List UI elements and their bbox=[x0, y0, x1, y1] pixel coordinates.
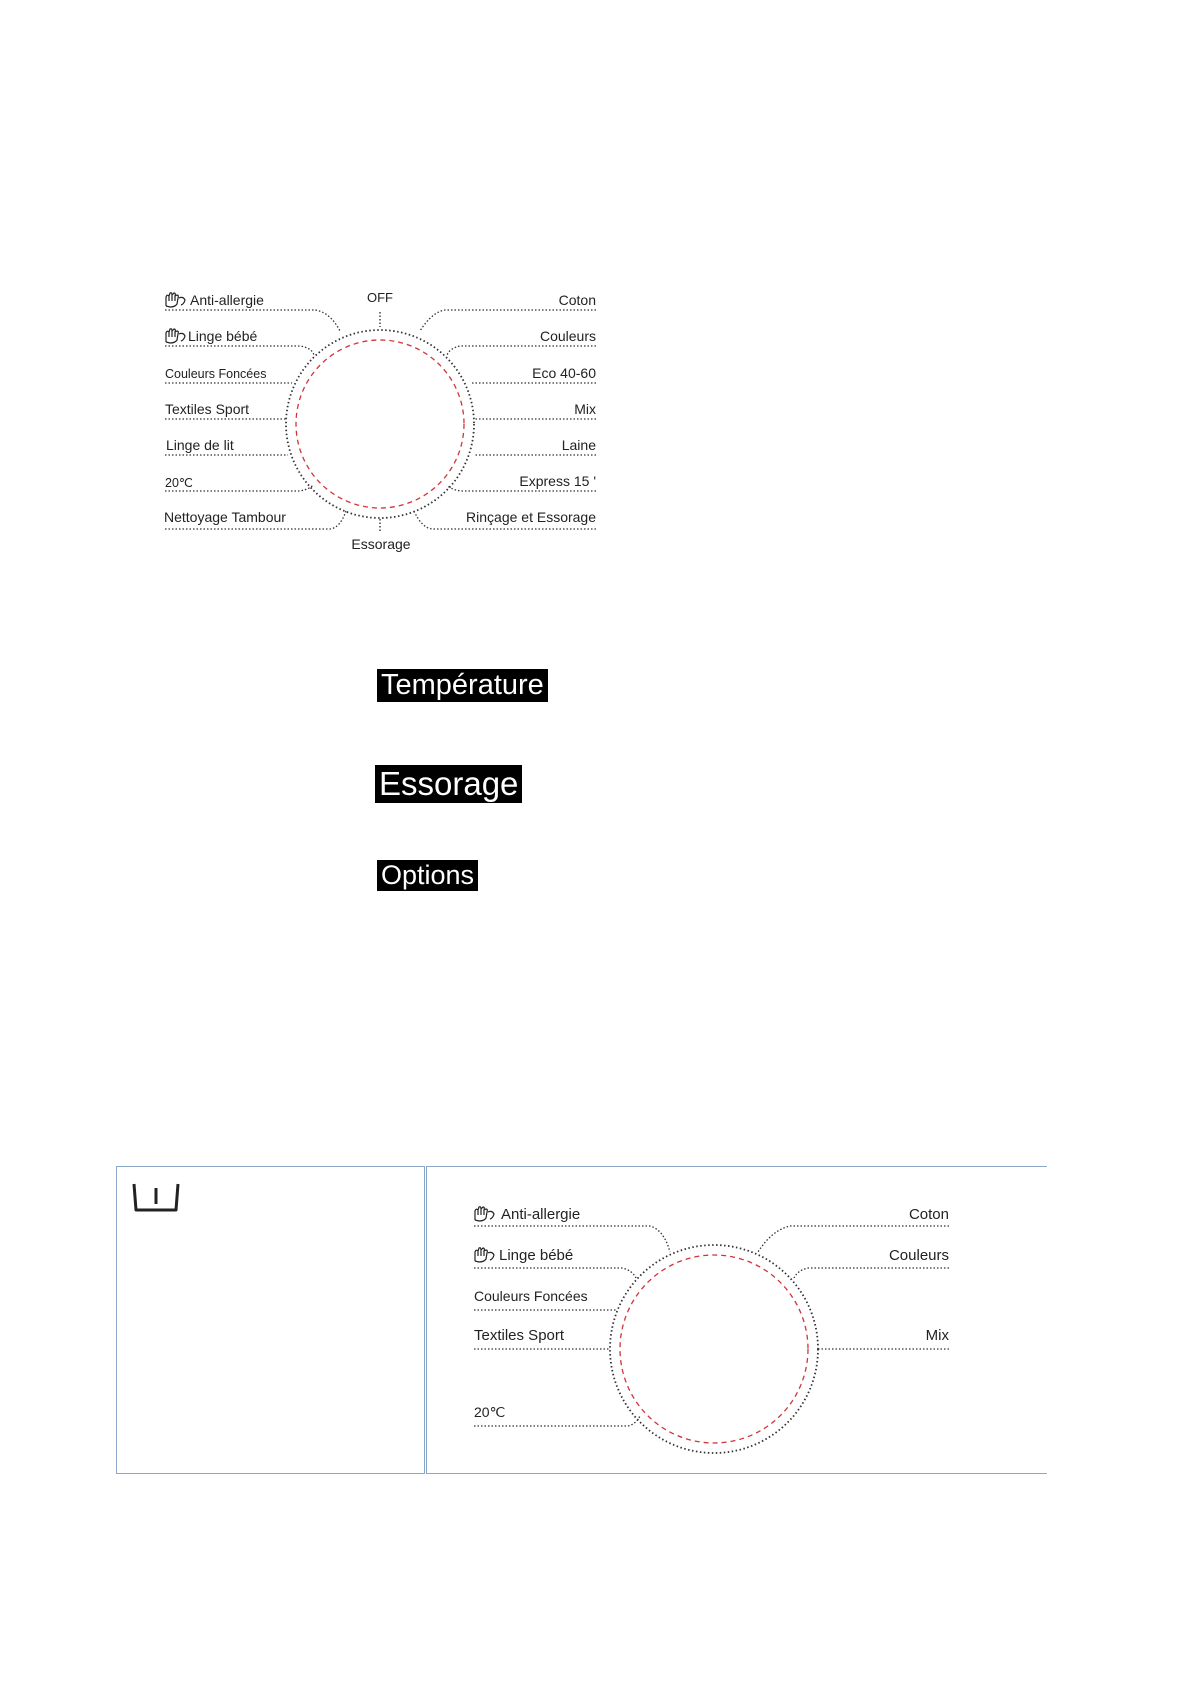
dial-top-left-6: 20℃ bbox=[165, 476, 193, 490]
dial-top bbox=[164, 290, 596, 552]
options-button-label: Options bbox=[377, 860, 478, 891]
dial-top-spin-label: Essorage bbox=[351, 536, 411, 552]
table-cell-icon bbox=[116, 1166, 425, 1474]
dial-top-right-6: Express 15 ' bbox=[519, 473, 596, 489]
dial-table-right-1: Coton bbox=[908, 1206, 949, 1223]
dial-inner-ring bbox=[296, 340, 464, 508]
dial-table-left-2: Linge bébé bbox=[499, 1247, 574, 1264]
dial-top-left-5: Linge de lit bbox=[166, 437, 234, 453]
dial-top-left-3: Couleurs Foncées bbox=[165, 367, 267, 381]
table-cell-dial bbox=[426, 1166, 1047, 1474]
dial-table-left-4: Textiles Sport bbox=[474, 1327, 565, 1344]
dial-top-left-7: Nettoyage Tambour bbox=[164, 509, 286, 525]
dial-top-right-5: Laine bbox=[561, 437, 596, 453]
dial-table-right-3: Mix bbox=[925, 1327, 949, 1344]
hand-wash-icon bbox=[166, 329, 185, 343]
dial-table-left-5: 20℃ bbox=[474, 1404, 506, 1420]
dial-outer-ring bbox=[286, 330, 474, 518]
dial-top-right-3: Eco 40-60 bbox=[532, 365, 596, 381]
dial-top-left-1: Anti-allergie bbox=[190, 292, 264, 308]
hand-wash-icon bbox=[166, 293, 185, 307]
dial-top-left-2: Linge bébé bbox=[188, 328, 258, 344]
dial-top-right-1: Coton bbox=[558, 292, 596, 308]
dial-top-right-2: Couleurs bbox=[539, 328, 596, 344]
dial-top-off-label: OFF bbox=[367, 290, 393, 305]
dial-table-left-1: Anti-allergie bbox=[501, 1206, 581, 1223]
temperature-button-label: Température bbox=[377, 669, 548, 702]
dial-top-right-4: Mix bbox=[574, 401, 596, 417]
dial-top-right-7: Rinçage et Essorage bbox=[466, 509, 596, 525]
dial-top-left-4: Textiles Sport bbox=[165, 401, 250, 417]
dial-table-right-2: Couleurs bbox=[888, 1247, 949, 1264]
dial-table-left-3: Couleurs Foncées bbox=[474, 1288, 588, 1304]
spin-button-label: Essorage bbox=[375, 765, 522, 803]
